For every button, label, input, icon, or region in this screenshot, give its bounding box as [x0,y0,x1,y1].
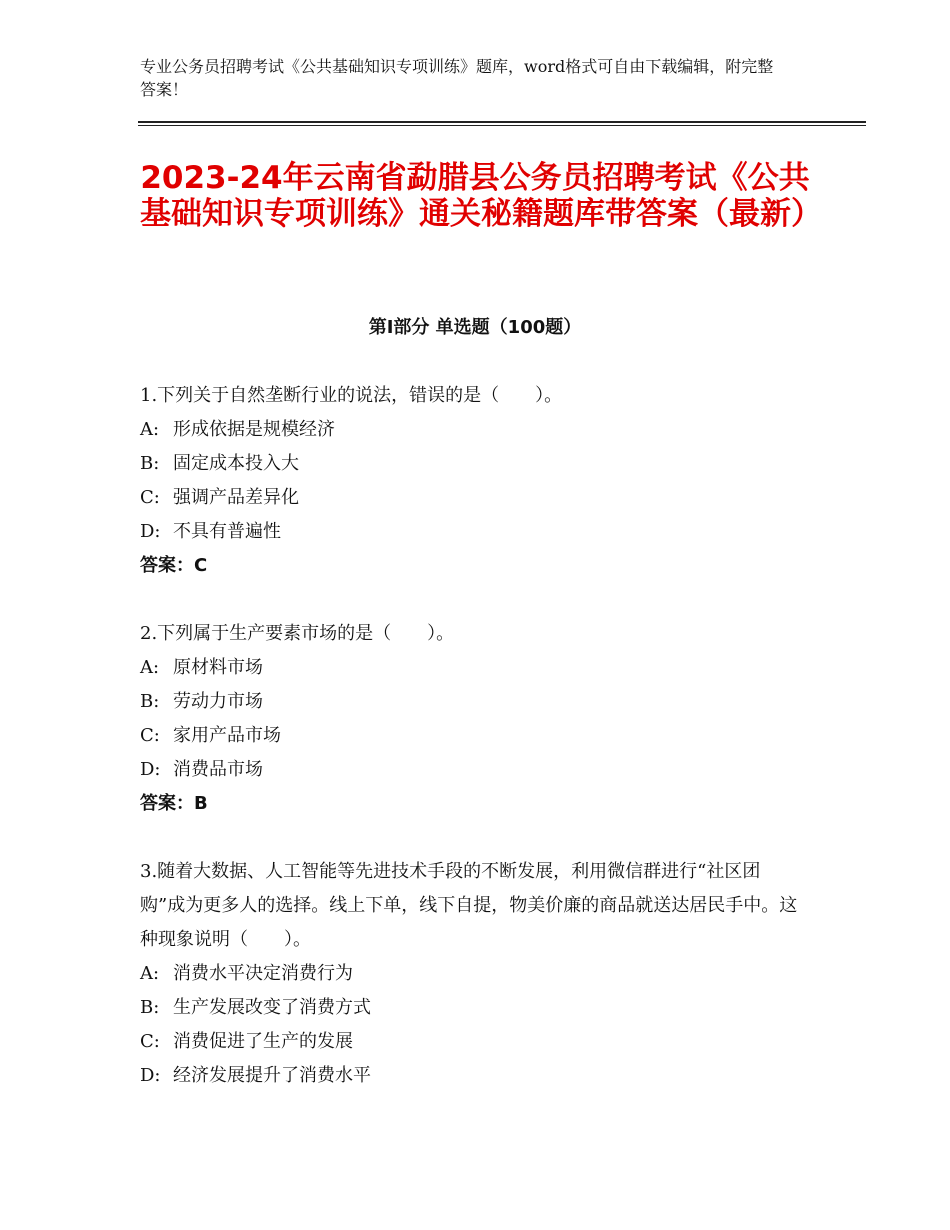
option-key: A: [140,419,160,440]
option-b [140,447,800,481]
option-key: D: [140,759,161,780]
option-text: 消费品市场 [173,759,263,780]
header-rule-thick [138,121,866,123]
option-text: 形成依据是规模经济 [173,419,335,440]
header-rule-thin [138,125,866,126]
option-b [140,685,800,719]
option-d [140,753,800,787]
document-title: 2023-24年云南省勐腊县公务员招聘考试《公共基础知识专项训练》通关秘籍题库带答案（最新） [140,160,822,232]
section-heading: 第Ⅰ部分 单选题（100题） [368,317,582,338]
question-3 [140,855,800,1093]
option-d [140,515,800,549]
option-a [140,413,800,447]
option-c [140,481,800,515]
option-key: A: [140,963,160,984]
option-text: 强调产品差异化 [173,487,299,508]
option-key: C: [140,487,160,508]
option-text: 固定成本投入大 [173,453,299,474]
option-text: 劳动力市场 [173,691,263,712]
option-b [140,991,800,1025]
question-stem: 3.随着大数据、人工智能等先进技术手段的不断发展，利用微信群进行“社区团购”成为更多人的选择。线上下单，线下自提，物美价廉的商品就送达居民手中。这种现象说明（ ）。 [140,861,798,950]
option-key: D: [140,1065,161,1086]
option-text: 消费水平决定消费行为 [173,963,353,984]
question-stem: 1.下列关于自然垄断行业的说法，错误的是（ ）。 [140,385,563,406]
option-c [140,719,800,753]
option-c [140,1025,800,1059]
option-text: 消费促进了生产的发展 [173,1031,353,1052]
question-stem: 2.下列属于生产要素市场的是（ ）。 [140,623,455,644]
option-text: 原材料市场 [173,657,263,678]
option-key: C: [140,725,160,746]
answer: 答案：C [140,555,208,576]
option-text: 生产发展改变了消费方式 [173,997,371,1018]
option-key: B: [140,997,160,1018]
option-key: B: [140,691,160,712]
option-text: 家用产品市场 [173,725,281,746]
option-key: D: [140,521,161,542]
option-d [140,1059,800,1093]
option-a [140,651,800,685]
option-key: A: [140,657,160,678]
question-1 [140,379,800,583]
option-key: B: [140,453,160,474]
option-key: C: [140,1031,160,1052]
option-a [140,957,800,991]
question-2 [140,617,800,821]
option-text: 经济发展提升了消费水平 [173,1065,371,1086]
answer: 答案：B [140,793,208,814]
header-note: 专业公务员招聘考试《公共基础知识专项训练》题库，word格式可自由下载编辑，附完整答案！ [140,57,774,99]
option-text: 不具有普遍性 [173,521,281,542]
